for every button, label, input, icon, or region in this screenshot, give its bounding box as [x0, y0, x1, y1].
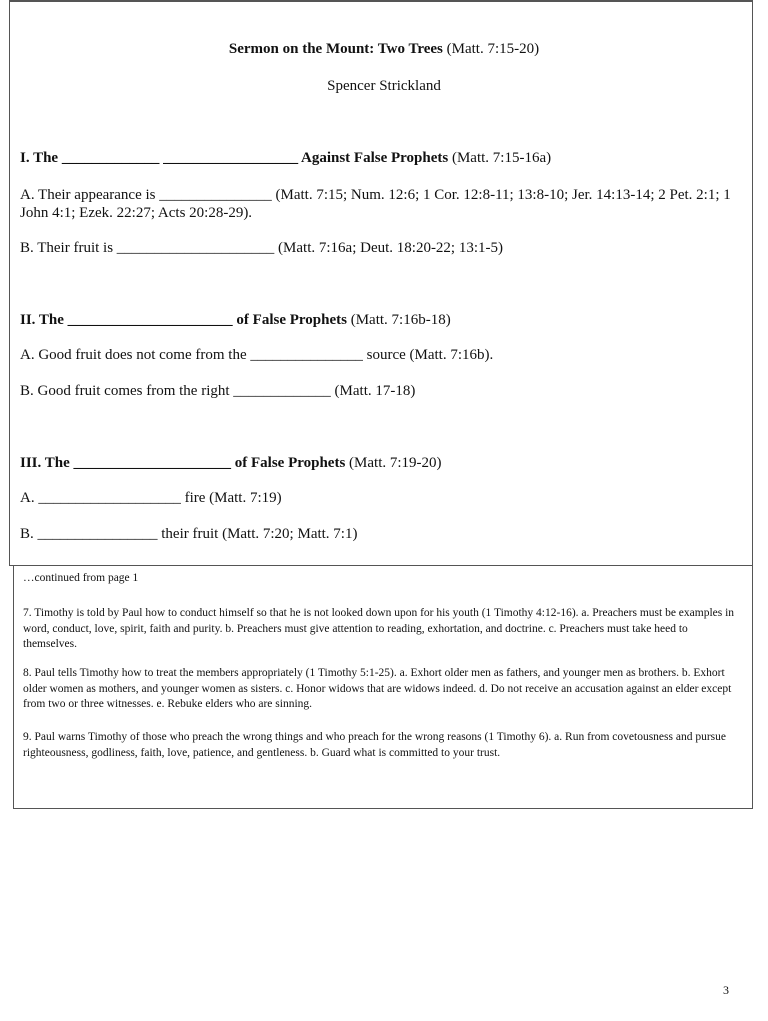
section-1-heading-text: I. The _____________ __________________ Against False Prophets — [20, 150, 449, 166]
section-3-reference: (Matt. 7:19-20) — [345, 455, 442, 471]
section-3-heading-text: III. The _____________________ of False Prophets — [20, 455, 346, 471]
page-number: 3 — [723, 983, 729, 997]
section-3-point-b: B. ________________ their fruit (Matt. 7:20; Matt. 7:1) — [20, 526, 358, 542]
document-title — [0, 41, 768, 58]
section-3-point-a: A. ___________________ fire (Matt. 7:19) — [20, 490, 282, 506]
continued-item-7: 7. Timothy is told by Paul how to conduct himself so that he is not looked down upon for his youth (1 Timothy 4:12-16). a. Preachers must be examples in word, conduct, love, spirit, faith and purity. b. Preachers must give attention to reading, exhortation, and doctrine. c. Preachers must take heed to themselves. — [23, 607, 735, 650]
section-2-heading — [20, 312, 451, 329]
section-3-heading — [20, 455, 442, 472]
continued-item-8: 8. Paul tells Timothy how to treat the members appropriately (1 Timothy 5:1-25). a. Exhort older men as fathers, and younger men as brothers. b. Exhort older women as mothers, and younger women as sisters. c. Honor widows that are widows indeed. d. Do not receive an accusation against an elder except from two or three witnesses. e. Rebuke elders who are sinning. — [23, 667, 732, 710]
section-2-point-b: B. Good fruit comes from the right _____________ (Matt. 17-18) — [20, 383, 416, 399]
title-reference: (Matt. 7:15-20) — [442, 41, 540, 57]
title-main: Sermon on the Mount: Two Trees — [228, 41, 443, 57]
section-2-point-a: A. Good fruit does not come from the _______________ source (Matt. 7:16b). — [20, 347, 494, 363]
section-2-reference: (Matt. 7:16b-18) — [346, 312, 451, 328]
continued-label: …continued from page 1 — [23, 572, 139, 584]
author-name: Spencer Strickland — [327, 78, 441, 94]
section-2-heading-text: II. The ______________________ of False Prophets — [20, 312, 347, 328]
section-1-heading — [20, 150, 551, 167]
section-1-point-a: A. Their appearance is _______________ (Matt. 7:15; Num. 12:6; 1 Cor. 12:8-11; 13:8-10; Jer. 14:13-14; 2 Pet. 2:1; 1 John 4:1; Ezek. 22:27; Acts 20:28-29). — [20, 187, 731, 221]
section-1-reference: (Matt. 7:15-16a) — [448, 150, 552, 166]
section-1-point-b: B. Their fruit is _____________________ (Matt. 7:16a; Deut. 18:20-22; 13:1-5) — [20, 240, 504, 256]
continued-item-9: 9. Paul warns Timothy of those who preach the wrong things and who preach for the wrong reasons (1 Timothy 6). a. Run from covetousness and pursue righteousness, godliness, faith, love, patience, and gentleness. b. Guard what is committed to your trust. — [23, 731, 726, 759]
